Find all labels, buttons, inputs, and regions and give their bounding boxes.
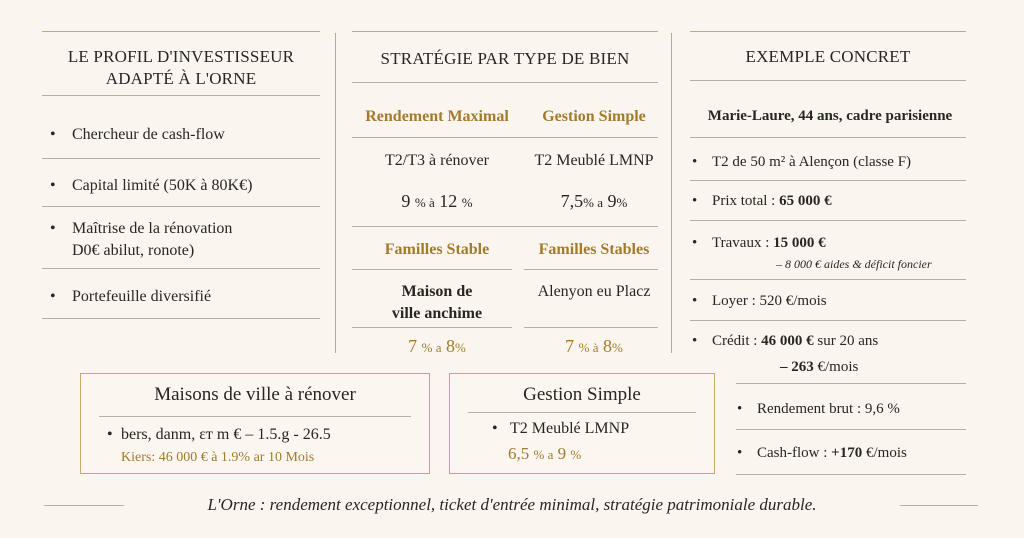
middle-fam1-head: Familles Stable — [384, 241, 490, 258]
middle-col2-head: Gestion Simple — [542, 108, 646, 125]
right-rule — [690, 220, 966, 221]
right-item-yield: • Rendement brut : 9,6 % — [737, 401, 900, 417]
box-simple-management — [449, 373, 715, 474]
box2-rate: 6,5 % a 9 % — [508, 444, 582, 463]
right-person: Marie-Laure, 44 ans, cadre parisienne — [707, 108, 953, 124]
right-item-works: • Travaux : 15 000 € — [692, 235, 826, 251]
left-title-line1: LE PROFIL D'INVESTISSEUR — [67, 47, 295, 66]
right-rule — [736, 383, 966, 384]
middle-title-rule — [352, 82, 658, 83]
middle-rule — [352, 269, 512, 270]
right-item-price: • Prix total : 65 000 € — [692, 193, 832, 209]
left-rule — [42, 158, 320, 159]
middle-fam1-rate: 7 % a 8% — [408, 336, 466, 356]
box1-line1: • bers, danm, ɛт m € – 1.5.g - 26.5 — [107, 426, 331, 443]
middle-rule — [524, 269, 658, 270]
right-rule — [690, 320, 966, 321]
left-item-text: Chercheur de cash-flow — [72, 126, 225, 143]
right-item-cashflow: • Cash-flow : +170 €/mois — [737, 445, 907, 461]
top-rule-left — [42, 31, 320, 32]
right-rule — [690, 137, 966, 138]
middle-fam1-item: Maison de ville anchime — [391, 283, 483, 322]
box2-rule — [468, 412, 696, 413]
right-item-credit: • Crédit : 46 000 € sur 20 ans — [692, 333, 879, 349]
box2-title: Gestion Simple — [523, 384, 641, 405]
right-item-works-sub: – 8 000 € aides & déficit foncier — [776, 257, 932, 271]
right-item-rent: • Loyer : 520 €/mois — [692, 293, 827, 309]
divider-left — [335, 33, 336, 353]
left-title — [42, 46, 320, 90]
right-item-credit-sub: – 263 €/mois — [780, 359, 859, 375]
left-rule — [42, 206, 320, 207]
top-rule-middle — [352, 31, 658, 32]
middle-col1-item: T2/T3 à rénover — [385, 152, 489, 169]
footer-tagline: L'Orne : rendement exceptionnel, ticket d'entrée minimal, stratégie patrimoniale durable. — [207, 495, 817, 514]
middle-title: STRATÉGIE PAR TYPE DE BIEN — [380, 49, 630, 68]
middle-rule — [352, 137, 658, 138]
top-rule-right — [690, 31, 966, 32]
middle-col2-rate: 7,5% a 9% — [560, 191, 628, 211]
left-item-text: Maîtrise de la rénovation — [72, 220, 233, 237]
middle-fam2-rate: 7 % à 8% — [565, 336, 623, 356]
left-item-capital: • Capital limité (50K à 80K€) — [50, 177, 253, 194]
footer-rule-right — [900, 505, 978, 506]
right-title: EXEMPLE CONCRET — [745, 47, 911, 66]
middle-fam2-item: Alenyon eu Placz — [537, 283, 651, 300]
right-rule — [690, 279, 966, 280]
middle-col1-head: Rendement Maximal — [365, 108, 509, 125]
left-item-portfolio: • Portefeuille diversifié — [50, 288, 212, 305]
box2-line1: • T2 Meublé LMNP — [492, 420, 630, 437]
right-title-rule — [690, 80, 966, 81]
right-item-property: • T2 de 50 m² à Alençon (classe F) — [692, 154, 912, 170]
divider-right — [671, 33, 672, 353]
left-item-cashflow: • Chercheur de cash-flow — [50, 126, 225, 143]
left-title-line2: ADAPTÉ À L'ORNE — [105, 69, 257, 88]
right-rule — [736, 429, 966, 430]
box1-rule — [99, 416, 411, 417]
middle-rule — [524, 327, 658, 328]
middle-rule — [352, 226, 658, 227]
right-rule — [690, 180, 966, 181]
box1-line2: Kiers: 46 000 € à 1.9% ar 10 Mois — [121, 450, 315, 465]
middle-rule — [352, 327, 512, 328]
box-townhouses — [80, 373, 430, 474]
left-rule — [42, 268, 320, 269]
left-item-text: Capital limité (50K à 80K€) — [72, 177, 253, 194]
left-item-renovation: • Maîtrise de la rénovation D0€ abilut, ronote) — [50, 218, 232, 262]
right-rule — [736, 474, 966, 475]
middle-col1-rate: 9 % à 12 % — [401, 191, 473, 211]
box1-title: Maisons de ville à rénover — [154, 384, 356, 405]
middle-fam2-head: Familles Stables — [538, 241, 650, 258]
left-item-text-line2: D0€ abilut, ronote) — [72, 242, 195, 259]
footer-rule-left — [44, 505, 124, 506]
middle-col2-item: T2 Meublé LMNP — [534, 152, 654, 169]
left-rule — [42, 318, 320, 319]
left-item-text: Portefeuille diversifié — [72, 288, 212, 305]
left-title-rule — [42, 95, 320, 96]
